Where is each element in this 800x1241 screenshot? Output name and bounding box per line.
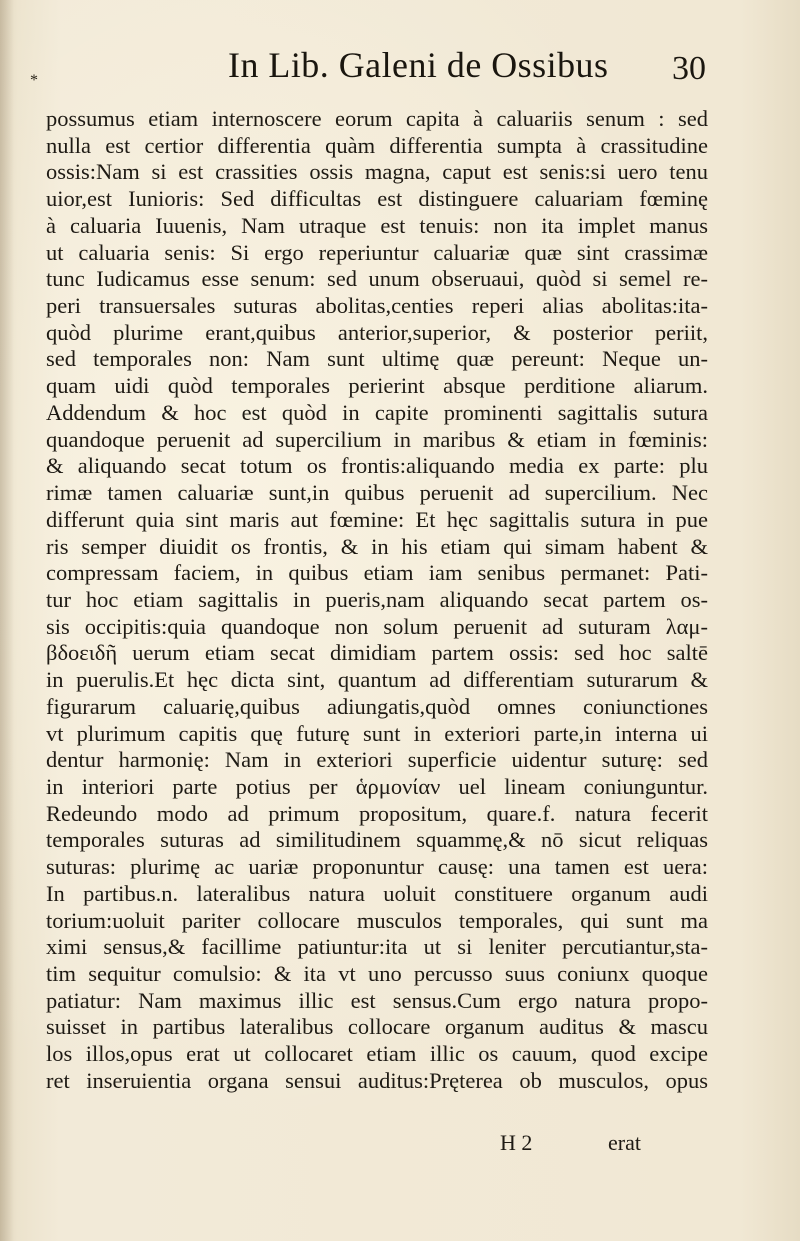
text-line: sed temporales non: Nam sunt ultimę quæ pereunt: Neque un- (46, 346, 708, 372)
text-line: nulla est certior differentia quàm differentia sumpta à crassitudine (46, 132, 708, 158)
catchword: erat (608, 1130, 641, 1155)
text-line: quòd plurime erant,quibus anterior,superior, & posterior periit, (46, 319, 708, 345)
text-line: figurarum caluarię,quibus adiungatis,quòd omnes coniunctiones (46, 693, 708, 719)
text-line: tunc Iudicamus esse senum: sed unum obseruaui, quòd si semel re- (46, 266, 708, 292)
text-line: à caluaria Iuuenis, Nam utraque est tenuis: non ita implet manus (46, 212, 708, 238)
text-line: suturas: plurimę ac uariæ proponuntur causę: una tamen est uera: (46, 854, 708, 880)
text-line: sis occipitis:quia quandoque non solum peruenit ad suturam λαμ- (46, 613, 708, 639)
text-line: dentur harmonię: Nam in exteriori superficie uidentur suturę: sed (46, 747, 708, 773)
body-text (46, 106, 708, 1095)
signature-mark: H 2 (500, 1130, 533, 1155)
text-line: torium:uoluit pariter collocare musculos temporales, qui sunt ma (46, 907, 708, 933)
text-line: tim sequitur comulsio: & ita vt uno percusso suus coniunx quoque (46, 961, 708, 986)
text-line: in puerulis.Et hęc dicta sint, quantum ad differentiam suturarum & (46, 667, 708, 693)
text-line: patiatur: Nam maximus illic est sensus.Cum ergo natura propo- (46, 987, 708, 1013)
margin-mark: * (30, 72, 38, 89)
text-line: possumus etiam internoscere eorum capita à caluariis senum : sed (46, 106, 708, 131)
text-line: temporales suturas ad similitudinem squammę,& nō sicut reliquas (46, 827, 708, 853)
text-line: ret inseruientia organa sensui auditus:Pręterea ob musculos, opus (46, 1067, 708, 1093)
page-number: 30 (672, 50, 706, 87)
text-line: in interiori parte potius per ἁρμονίαν uel lineam coniunguntur. (46, 773, 708, 799)
text-line: ossis:Nam si est crassities ossis magna, caput est senis:si uero tenu (46, 159, 708, 185)
text-line: In partibus.n. lateralibus natura uoluit constituere organum audi (46, 880, 708, 906)
text-line: quam uidi quòd temporales perierint absque perditione aliarum. (46, 373, 708, 399)
text-line: uior,est Iunioris: Sed difficultas est distinguere caluariam fœminę (46, 186, 708, 212)
text-line: Addendum & hoc est quòd in capite prominenti sagittalis sutura (46, 399, 708, 425)
text-line: ris semper diuidit os frontis, & in his etiam qui simam habent & (46, 533, 708, 559)
text-line: ximi sensus,& facillime patiuntur:ita ut si leniter percutiantur,sta- (46, 934, 708, 960)
text-line: differunt quia sint maris aut fœmine: Et hęc sagittalis sutura in pue (46, 506, 708, 532)
page-footer (0, 1130, 800, 1164)
binding-shadow (0, 0, 14, 1241)
text-line: tur hoc etiam sagittalis in pueris,nam aliquando secat partem os- (46, 586, 708, 612)
text-line: los illos,opus erat ut collocaret etiam illic os cauum, quod excipe (46, 1041, 708, 1067)
text-line: & aliquando secat totum os frontis:aliquando media ex parte: plu (46, 453, 708, 479)
text-line: rimæ tamen caluariæ sunt,in quibus peruenit ad supercilium. Nec (46, 480, 708, 506)
text-line: Redeundo modo ad primum propositum, quare.f. natura fecerit (46, 800, 708, 826)
running-head: In Lib. Galeni de Ossibus (228, 45, 609, 85)
text-line: quandoque peruenit ad supercilium in maribus & etiam in fœminis: (46, 426, 708, 452)
text-line: βδοειδῆ uerum etiam secat dimidiam partem ossis: sed hoc saltē (46, 640, 708, 666)
text-line: compressam faciem, in quibus etiam iam senibus permanet: Pati- (46, 560, 708, 586)
text-line: peri transuersales suturas abolitas,centies reperi alias abolitas:ita- (46, 293, 708, 319)
text-line: ut caluaria senis: Si ergo reperiuntur caluariæ quæ sint crassimæ (46, 239, 708, 265)
text-line: vt plurimum capitis quę futurę sunt in exteriori parte,in interna ui (46, 720, 708, 746)
text-line: suisset in partibus lateralibus collocare organum auditus & mascu (46, 1014, 708, 1040)
